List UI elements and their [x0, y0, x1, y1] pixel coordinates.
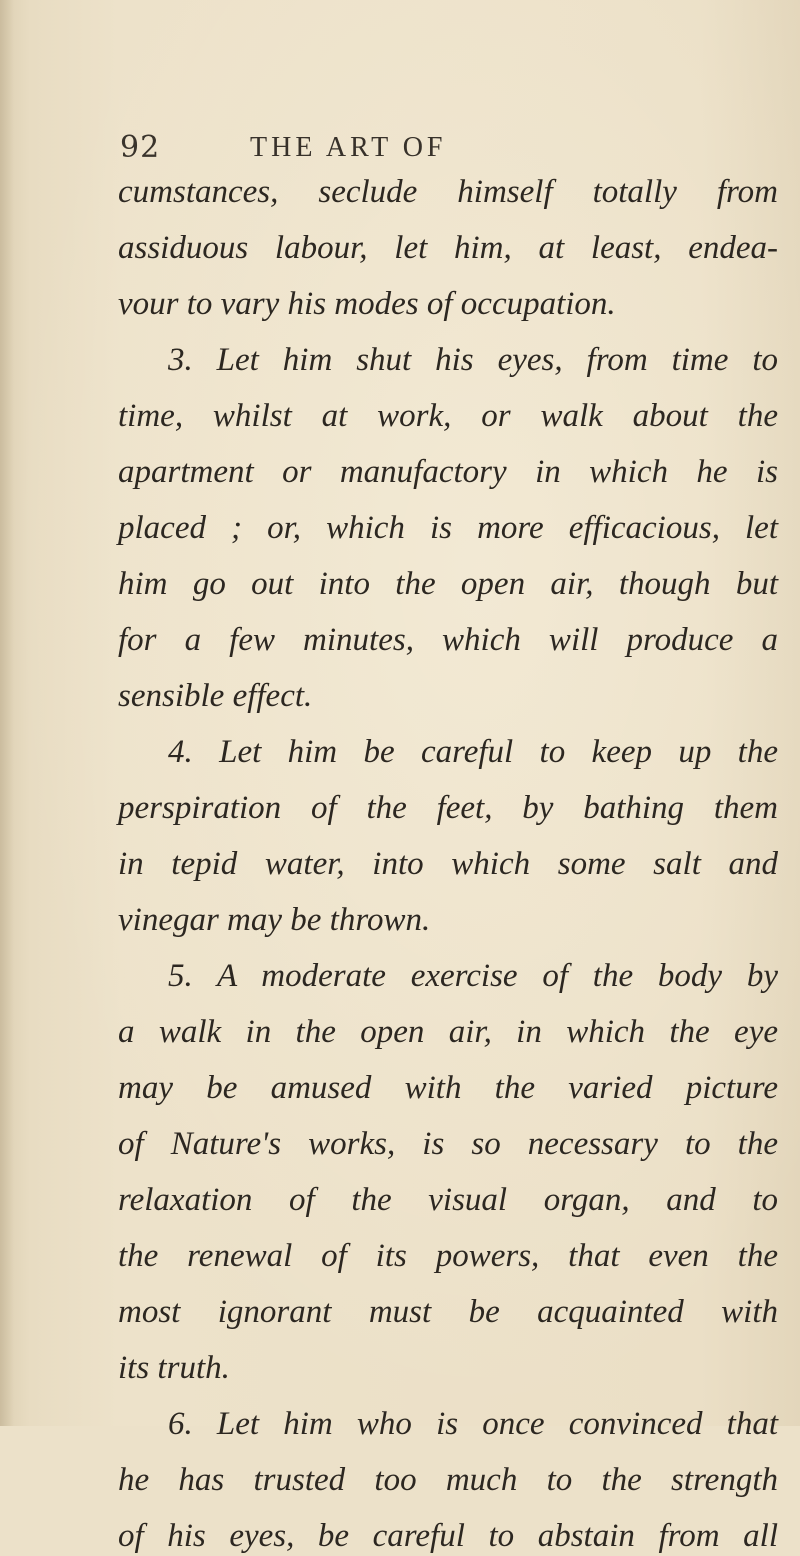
text-line-19: relaxation of the visual organ, and to — [118, 1182, 778, 1218]
text-line-1: cumstances, seclude himself totally from — [118, 174, 778, 210]
text-line-12: perspiration of the feet, by bathing them — [118, 790, 778, 826]
running-head: THE ART OF — [250, 132, 447, 163]
text-line-11: 4. Let him be careful to keep up the — [168, 734, 778, 770]
text-line-22: its truth. — [118, 1350, 230, 1386]
text-line-16: a walk in the open air, in which the eye — [118, 1014, 778, 1050]
text-line-15: 5. A moderate exercise of the body by — [168, 958, 778, 994]
text-line-7: placed ; or, which is more efficacious, let — [118, 510, 778, 546]
text-line-2: assiduous labour, let him, at least, endea- — [118, 230, 778, 266]
text-line-6: apartment or manufactory in which he is — [118, 454, 778, 490]
page-header — [0, 130, 800, 170]
text-line-24: he has trusted too much to the strength — [118, 1462, 778, 1498]
text-line-18: of Nature's works, is so necessary to the — [118, 1126, 778, 1162]
text-line-9: for a few minutes, which will produce a — [118, 622, 778, 658]
text-line-4: 3. Let him shut his eyes, from time to — [168, 342, 778, 378]
text-line-10: sensible effect. — [118, 678, 313, 714]
text-line-5: time, whilst at work, or walk about the — [118, 398, 778, 434]
page-gutter-shadow — [0, 0, 14, 1426]
text-line-17: may be amused with the varied picture — [118, 1070, 778, 1106]
text-line-14: vinegar may be thrown. — [118, 902, 431, 938]
text-line-3: vour to vary his modes of occupation. — [118, 286, 616, 322]
text-line-25: of his eyes, be careful to abstain from all — [118, 1518, 778, 1554]
text-line-21: most ignorant must be acquainted with — [118, 1294, 778, 1330]
text-line-8: him go out into the open air, though but — [118, 566, 778, 602]
page-number: 92 — [120, 130, 161, 165]
text-line-23: 6. Let him who is once convinced that — [168, 1406, 778, 1442]
text-line-20: the renewal of its powers, that even the — [118, 1238, 778, 1274]
text-line-13: in tepid water, into which some salt and — [118, 846, 778, 882]
